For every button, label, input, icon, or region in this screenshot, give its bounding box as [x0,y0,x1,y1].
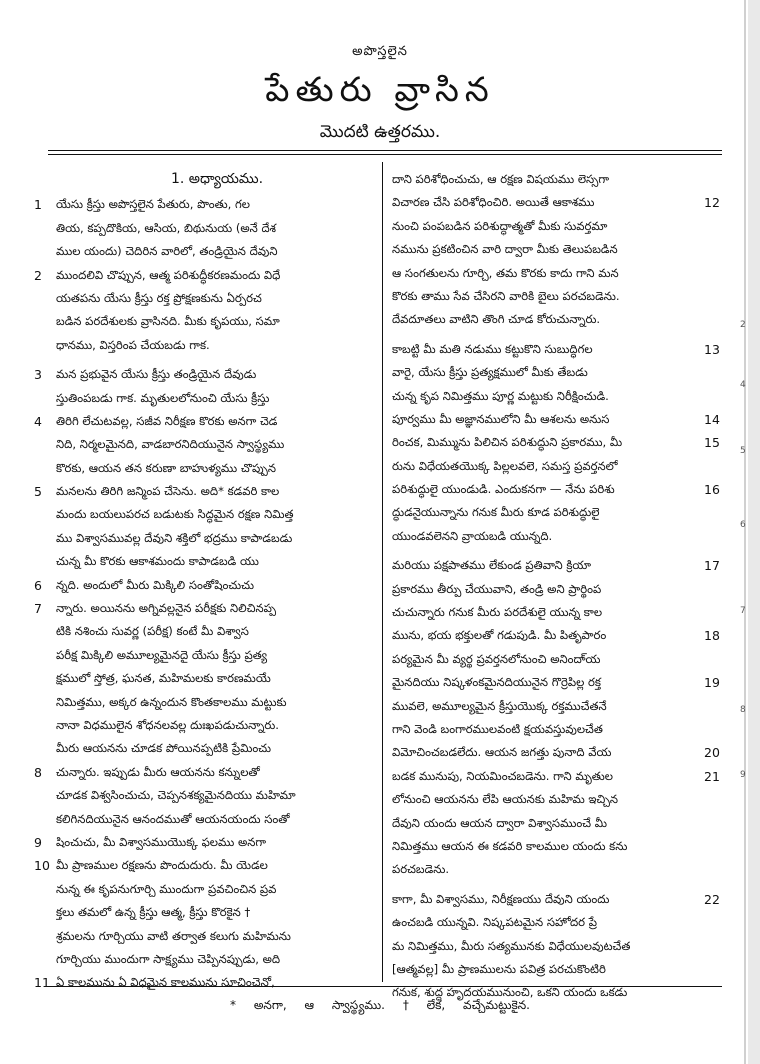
line-text: ద్ధుడనైయున్నాను గనుక మీరు కూడ పరిశుద్ధులై [392,505,600,520]
text-line [392,601,714,624]
text-line [56,714,378,737]
text-line [392,525,714,548]
line-text: ఆ సంగతులను గూర్చి, తమ కొరకు కాదు గాని మన [392,265,619,280]
edge-mark: 8 [740,705,746,715]
text-line [392,554,720,577]
line-text: యుండవలెనని వ్రాయబడి యున్నది. [392,528,553,543]
text-line [392,191,720,214]
text-line [56,387,378,410]
text-line [392,338,720,361]
header-rule [48,150,722,151]
verse-number: 22 [704,891,720,907]
line-text: పర్యమైన మీ వ్యర్థ ప్రవర్తనలోనుంచి అనిందా్య [392,651,601,666]
text-line [34,574,378,597]
text-line [34,831,378,854]
text-line [34,193,378,216]
text-line [34,363,378,386]
edge-mark: 4 [740,380,746,390]
verse-number: 9 [34,834,42,850]
line-text: చున్న కృప నిమిత్తము పూర్ణ మట్టుకు నిరీక్షించుడి. [392,388,609,403]
verse-number: 19 [704,675,720,691]
line-text: మన ప్రభువైన యేసు క్రీస్తు తండ్రియైన దేవుడు [56,367,257,382]
line-text: దేవదూతలు వాటిని తొంగి చూడ కోరుచున్నారు. [392,312,601,327]
line-text: నానా విధములైన శోధనలవల్ల దుఃఖపడుచున్నారు. [56,718,279,732]
line-text: గాని వెండి బంగారములవంటి క్షయవస్తువులచేత [392,721,603,736]
edge-mark: 7 [740,606,746,616]
paragraph [392,888,720,1005]
text-line [56,925,378,948]
text-line [34,761,378,784]
text-line [392,911,714,934]
line-text: [ఆత్మవల్ల] మీ ప్రాణములను పవిత్ర పరచుకొంటిరి [392,961,606,976]
verse-number: 5 [34,484,42,500]
text-line [56,737,378,760]
line-text: నిమిత్తము ఆయన ఈ కడవరి కాలముల యందు కను [392,838,628,853]
line-text: వారై, యేసు క్రీస్తు ప్రత్యక్షములో మీకు తేబడు [392,365,588,380]
text-line [56,287,378,310]
line-text: మందు బయలుపరచ బడుటకు సిద్ధమైన రక్షణ నిమిత్త [56,507,294,522]
edge-mark: 2 [740,320,746,330]
text-line [56,878,378,901]
page-edge-line [744,0,746,1064]
line-text: మరియు పక్షపాతము లేకుండ ప్రతివాని క్రియా [392,558,592,573]
text-line [34,480,378,503]
text-line [392,888,720,911]
text-line [56,948,378,971]
text-line [392,741,720,764]
text-line [392,308,714,331]
line-text: తిరిగి లేచుటవల్ల, సజీవ నిరీక్షణ కొరకు అనగా చెడ [56,413,278,428]
text-line [392,168,714,191]
line-text: చున్న మీ కొరకు ఆకాశమందు కాపాడబడి యు [56,554,259,569]
right-column [392,168,720,1000]
line-text: ము విశ్వాసమువల్ల దేవుని శక్తిలో భద్రము కాపాడబడు [56,530,293,545]
line-text: నమును ప్రకటించిన వారి ద్వారా మీకు తెలుపబడిన [392,242,618,257]
line-text: యేసు క్రీస్తు అపొస్తలైన పేతురు, పొంతు, గల [56,197,251,212]
line-text: రించక, మిమ్మును పిలిచిన పరిశుద్ధుని ప్రకారము, మీ [392,435,623,450]
footnote [0,998,760,1015]
text-line [56,457,378,480]
text-line [392,935,714,958]
text-line [56,310,378,333]
verse-number: 8 [34,764,42,780]
line-text: మువలె, అమూల్యమైన క్రీస్తుయొక్క రక్తముచేతనే [392,698,607,713]
text-line [34,971,378,994]
line-text: నిమిత్తము, అక్కర ఉన్నందున కొంతకాలము మట్టుకు [56,694,287,709]
edge-mark: 9 [740,770,746,780]
text-line [56,620,378,643]
text-line [392,718,714,741]
verse-number: 7 [34,601,42,617]
line-text: కాబట్టి మీ మతి నడుము కట్టుకొని సుబుద్ధిగల [392,341,593,356]
text-line [392,238,714,261]
line-text: గూర్చియు ముందుగా సాక్ష్యము చెప్పినప్పుడు, అది [56,951,281,966]
footnote-rule [48,986,722,987]
text-line [392,835,714,858]
paragraph [34,363,378,995]
text-line [34,410,378,433]
text-line [34,597,378,620]
text-line [392,671,720,694]
column-divider [382,162,383,982]
page-title: పేతురు వ్రాసిన [265,70,495,110]
line-text: మైనదియు నిష్కళంకమైనదియునైన గొర్రెపిల్ల రక్త [392,675,601,690]
text-line [392,695,714,718]
line-text: చుచున్నారు గనుక మీరు పరదేశులై యున్న కాల [392,605,603,620]
line-text: మ నిమిత్తము, మీరు సత్యమునకు విధేయులవుటచేత [392,938,631,953]
text-line [56,808,378,831]
verse-number: 12 [704,195,720,211]
line-text: దాని పరిశోధించుచు, ఆ రక్షణ విషయము లెస్సగా [392,172,610,186]
verse-number: 11 [34,975,50,991]
line-text: నుంచి పంపబడిన పరిశుద్ధాత్మతో మీకు సువర్తమా [392,218,608,233]
line-text: బడక మునుపు, నియమించబడెను. గాని మృతుల [392,768,614,783]
line-text: విమోచించబడలేదు. ఆయన జగత్తు పునాది వేయ [392,745,612,760]
text-line [56,784,378,807]
text-line [392,385,714,408]
left-column [34,168,378,991]
verse-number: 16 [704,482,720,498]
line-text: షించుచు, మీ విశ్వాసముయొక్క ఫలము అనగా [56,834,267,849]
line-text: నున్న ఈ కృపనుగూర్చి ముందుగా ప్రవచించిన ప్రవ [56,881,277,896]
line-text: కొరకు, ఆయన తన కరుణా బాహుళ్యము చొప్పున [56,460,277,475]
line-text: యతపను యేసు క్రీస్తు రక్త ప్రోక్షణకును ఏర్పరచ [56,290,262,305]
paragraph [392,168,720,332]
verse-number: 14 [704,411,720,427]
text-line [392,858,714,881]
line-text: దేవుని యందు ఆయన ద్వారా విశ్వాసముంచే మీ [392,815,607,830]
line-text: విచారణ చేసి పరిశోధించిరి. అయితే ఆకాశము [392,195,595,210]
text-line [56,691,378,714]
text-line [392,648,714,671]
edge-mark: 5 [740,446,746,456]
verse-number: 10 [34,858,50,874]
line-text: కలిగినదియునైన ఆనందముతో ఆయనయందు సంతో [56,811,290,826]
line-text: మనలను తిరిగి జన్మింప చేసెను. అది* కడవరి కాల [56,484,280,499]
text-line [56,240,378,263]
verse-number: 18 [704,628,720,644]
paragraph [392,554,720,881]
running-header: అపొస్తలైన [352,44,408,59]
text-line [56,433,378,456]
verse-number: 17 [704,558,720,574]
text-line [392,215,714,238]
line-text: శ్రమలను గూర్చియు వాటి తర్వాత కలుగు మహిమను [56,928,291,943]
text-line [56,334,378,357]
text-line [56,527,378,550]
footnote-b: † లేక, వచ్చేమట్టుకైన. [402,998,530,1012]
page-subtitle: మొదటి ఉత్తరము. [319,122,441,142]
paragraph [34,193,378,357]
verse-number: 4 [34,413,42,429]
verse-number: 20 [704,745,720,761]
line-text: పరిశుద్ధులై యుండుడి. ఎందుకనగా — నేను పరిశు [392,482,615,497]
text-line [392,262,714,285]
text-line [392,765,720,788]
line-text: బడిన పరదేశులకు వ్రాసినది. మీకు కృపయు, సమా [56,314,280,329]
line-text: ముందలివి చొప్పున, ఆత్మ పరిశుద్ధీకరణమందు విధే [56,267,281,282]
text-line [392,578,714,601]
line-text: కొరకు తాము సేవ చేసిరని వారికి బైలు పరచబడెను. [392,288,620,303]
line-text: మును, భయ భక్తులతో గడుపుడి. మీ పితృపారం [392,628,607,643]
line-text: క్షములో స్తోత్ర, ఘనత, మహిమలకు కారణమయే [56,671,271,686]
text-line [56,550,378,573]
verse-number: 13 [704,341,720,357]
verse-number: 21 [704,768,720,784]
text-line [56,217,378,240]
text-line [392,361,714,384]
line-text: పరచబడెను. [392,862,450,877]
text-line [392,958,714,981]
text-line [392,624,720,647]
line-text: లోనుంచి ఆయనను లేపి ఆయనకు మహిమ ఇచ్చిన [392,792,619,807]
line-text: తియ, కప్పదొకియ, ఆసియ, బిథునుయ (అనే దేశ [56,220,277,235]
line-text: న్నది. అందులో మీరు మిక్కిలి సంతోషించుచు [56,577,254,592]
line-text: స్తుతింపబడు గాక. మృతులలోనుంచి యేసు క్రీస్తు [56,390,270,405]
line-text: పరీక్ష మిక్కిలి అమూల్యమైనదై యేసు క్రీస్తు ప్రత్య [56,647,268,662]
line-text: ప్రకారము తీర్పు చేయువాని, తండ్రి అని ప్రార్థింప [392,581,602,596]
page-edge-shadow [748,0,760,1064]
text-line [392,285,714,308]
text-line [56,667,378,690]
line-text: రును విధేయతయొక్క పిల్లలవలె, సమస్త ప్రవర్తనలో [392,458,618,473]
line-text: నిది, నిర్మలమైనది, వాడబారనిదియునైన స్వాస్థ్యము [56,437,285,452]
text-line [34,854,378,877]
line-text: గనుక, శుద్ధ హృదయమునుంచి, ఒకని యందు ఒకడు [392,985,628,1000]
verse-number: 3 [34,367,42,383]
line-text: క్తలు తమలో ఉన్న క్రీస్తు ఆత్మ, క్రీస్తు కొరకైన † [56,905,251,920]
text-line [392,431,720,454]
header-rule-inner [48,154,722,155]
line-text: మీరు ఆయనను చూడక పోయినప్పటికి ప్రేమించు [56,741,272,756]
verse-number: 15 [704,435,720,451]
verse-number: 1 [34,197,42,213]
text-line [392,788,714,811]
text-line [56,901,378,924]
line-text: టికి నశించు సువర్ణ (పరీక్ష) కంటే మీ విశ్వాస [56,624,249,639]
line-text: ఉంచబడి యున్నవి. నిష్కపటమైన సహోదర ప్రే [392,915,597,930]
line-text: ఏ కాలమును ఏ విధమైన కాలమును సూచించెనో, [56,975,275,990]
text-line [392,501,714,524]
line-text: కాగా, మీ విశ్వాసము, నిరీక్షణయు దేవుని యందు [392,891,610,906]
edge-mark: 6 [740,520,746,530]
line-text: న్నారు. అయినను అగ్నివల్లనైన పరీక్షకు నిలిచినప్ప [56,601,277,616]
line-text: మీ ప్రాణముల రక్షణను పొందుదురు. మీ యెడల [56,858,268,873]
paragraph [392,338,720,549]
line-text: చున్నారు. ఇప్పుడు మీరు ఆయనను కన్నులతో [56,764,260,779]
verse-number: 6 [34,577,42,593]
text-line [56,503,378,526]
footnote-a: * అనగా, ఆ స్వాస్థ్యము. [230,998,386,1012]
text-line [392,812,714,835]
line-text: ధానము, విస్తరింప చేయబడు గాక. [56,337,210,352]
line-text: చూడక విశ్వసించుచు, చెప్పనశక్యమైనదియు మహిమా [56,788,296,803]
text-line [56,644,378,667]
text-line [392,455,714,478]
line-text: పూర్వము మీ అజ్ఞానములోని మీ ఆశలను అనుస [392,411,610,426]
text-line [392,408,720,431]
verse-number: 2 [34,267,42,283]
text-line [392,478,720,501]
line-text: ముల యందు) చెదిరిన వారిలో, తండ్రియైన దేవుని [56,244,278,259]
text-line [34,264,378,287]
chapter-heading: 1. అధ్యాయము. [170,171,264,187]
